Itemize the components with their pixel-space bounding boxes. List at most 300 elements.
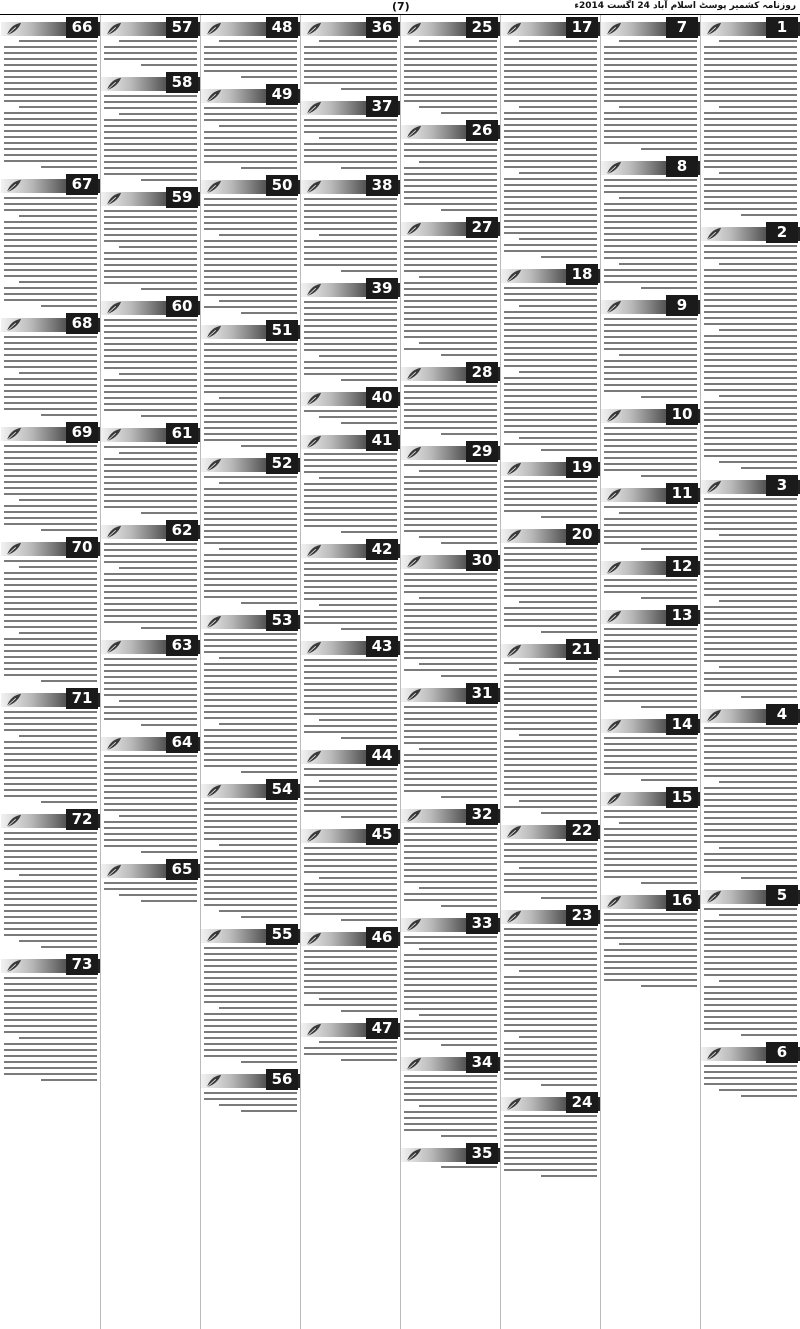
text-line [241, 916, 297, 918]
text-line [704, 407, 797, 409]
text-line [404, 1075, 497, 1077]
news-item [501, 262, 600, 455]
text-line [304, 210, 397, 212]
text-line [504, 431, 597, 433]
news-item [601, 603, 700, 712]
text-line [504, 1133, 597, 1135]
text-line [204, 880, 297, 882]
text-line [204, 856, 297, 858]
text-line [4, 112, 97, 114]
text-line [604, 579, 697, 581]
text-line [4, 868, 97, 870]
text-line [504, 940, 597, 942]
item-header [201, 19, 300, 40]
text-line [441, 433, 497, 435]
text-line [204, 663, 297, 665]
item-number: 38 [366, 175, 398, 196]
item-header [701, 224, 800, 245]
text-line [304, 264, 397, 266]
article-text [201, 40, 300, 78]
text-line [4, 70, 97, 72]
text-line [104, 797, 197, 799]
text-line [104, 337, 197, 339]
news-item [301, 428, 400, 537]
column-rule [700, 15, 701, 1329]
text-line [704, 377, 797, 379]
news-item [601, 554, 700, 603]
text-line [404, 778, 497, 780]
text-line [504, 1169, 597, 1171]
text-line [704, 281, 797, 283]
item-number: 50 [266, 175, 298, 196]
leaf-icon [105, 76, 123, 92]
text-line [604, 94, 697, 96]
text-line [504, 419, 597, 421]
text-line [504, 662, 597, 664]
news-item [601, 15, 700, 154]
text-line [219, 844, 297, 846]
text-line [504, 365, 597, 367]
text-line [404, 857, 497, 859]
text-line [704, 998, 797, 1000]
text-line [104, 52, 197, 54]
text-line [504, 1024, 597, 1026]
text-line [604, 628, 697, 630]
text-line [304, 889, 397, 891]
text-line [119, 452, 197, 454]
text-line [4, 771, 97, 773]
text-line [704, 431, 797, 433]
text-line [419, 276, 497, 278]
text-line [704, 1022, 797, 1024]
text-line [404, 306, 497, 308]
text-line [4, 717, 97, 719]
text-line [604, 469, 697, 471]
text-line [441, 542, 497, 544]
text-line [604, 676, 697, 678]
text-line [704, 365, 797, 367]
text-line [304, 986, 397, 988]
text-line [404, 996, 497, 998]
leaf-icon [505, 21, 523, 37]
text-line [504, 740, 597, 742]
leaf-icon [605, 894, 623, 910]
text-line [219, 40, 297, 42]
item-header [1, 539, 100, 560]
text-line [619, 354, 697, 356]
text-line [4, 245, 97, 247]
item-number: 65 [166, 859, 198, 880]
text-line [504, 214, 597, 216]
text-line [604, 816, 697, 818]
leaf-icon [705, 1046, 723, 1062]
article-text [701, 245, 800, 469]
text-line [619, 40, 697, 42]
text-line [341, 1059, 397, 1061]
text-line [304, 525, 397, 527]
text-line [404, 240, 497, 242]
item-number: 44 [366, 745, 398, 766]
text-line [304, 865, 397, 867]
text-line [4, 662, 97, 664]
text-line [404, 155, 497, 157]
text-line [241, 167, 297, 169]
text-line [504, 492, 597, 494]
news-item [401, 15, 500, 118]
text-line [104, 573, 197, 575]
text-line [719, 781, 797, 783]
text-line [404, 1123, 497, 1125]
text-line [504, 64, 597, 66]
text-line [4, 904, 97, 906]
leaf-icon [705, 889, 723, 905]
text-line [341, 1010, 397, 1012]
text-line [4, 596, 97, 598]
text-line [41, 414, 97, 416]
text-line [104, 149, 197, 151]
item-number: 62 [166, 520, 198, 541]
text-line [504, 1121, 597, 1123]
item-number: 15 [666, 787, 698, 808]
text-line [704, 70, 797, 72]
leaf-icon [705, 226, 723, 242]
text-line [504, 383, 597, 385]
text-line [704, 950, 797, 952]
text-line [241, 1061, 297, 1063]
text-line [504, 46, 597, 48]
text-line [704, 437, 797, 439]
text-line [404, 960, 497, 962]
article-text [501, 547, 600, 633]
text-line [304, 246, 397, 248]
text-line [741, 214, 797, 216]
item-number: 28 [466, 362, 498, 383]
text-line [704, 293, 797, 295]
text-line [104, 470, 197, 472]
text-line [404, 869, 497, 871]
text-line [204, 52, 297, 54]
item-header [201, 322, 300, 343]
text-line [204, 832, 297, 834]
news-item [601, 402, 700, 481]
item-header [101, 74, 200, 95]
item-header [201, 926, 300, 947]
text-line [404, 264, 497, 266]
text-line [204, 1013, 297, 1015]
text-line [4, 336, 97, 338]
item-number: 3 [766, 475, 798, 496]
article-text [601, 506, 700, 550]
item-header [101, 425, 200, 446]
text-line [519, 970, 597, 972]
text-line [604, 931, 697, 933]
item-header [401, 219, 500, 240]
text-line [704, 727, 797, 729]
text-line [204, 1049, 297, 1051]
leaf-icon [205, 179, 223, 195]
text-line [541, 631, 597, 633]
item-number: 16 [666, 890, 698, 911]
text-line [204, 228, 297, 230]
text-line [604, 834, 697, 836]
item-number: 48 [266, 17, 298, 38]
news-item [201, 922, 300, 1067]
text-line [441, 1166, 497, 1168]
text-line [604, 949, 697, 951]
text-line [704, 528, 797, 530]
text-line [404, 966, 497, 968]
text-line [704, 154, 797, 156]
text-line [404, 851, 497, 853]
text-line [504, 353, 597, 355]
text-line [104, 670, 197, 672]
text-line [104, 549, 197, 551]
text-line [519, 40, 597, 42]
item-header [101, 189, 200, 210]
text-line [404, 615, 497, 617]
text-line [4, 614, 97, 616]
text-line [204, 343, 297, 345]
text-line [104, 506, 197, 508]
text-line [504, 226, 597, 228]
text-line [504, 142, 597, 144]
text-line [219, 482, 297, 484]
leaf-icon [305, 640, 323, 656]
text-line [4, 511, 97, 513]
text-line [241, 76, 297, 78]
text-line [304, 956, 397, 958]
text-line [704, 347, 797, 349]
news-item [201, 608, 300, 777]
text-line [704, 148, 797, 150]
text-line [204, 898, 297, 900]
text-line [304, 689, 397, 691]
text-line [704, 88, 797, 90]
text-line [504, 124, 597, 126]
text-line [404, 476, 497, 478]
text-line [304, 513, 397, 515]
text-line [404, 318, 497, 320]
text-line [419, 536, 497, 538]
text-line [4, 578, 97, 580]
text-line [4, 928, 97, 930]
text-line [704, 594, 797, 596]
text-line [4, 1025, 97, 1027]
text-line [504, 934, 597, 936]
text-line [704, 275, 797, 277]
text-line [719, 172, 797, 174]
text-line [404, 827, 497, 829]
text-line [619, 670, 697, 672]
leaf-icon [305, 282, 323, 298]
text-line [641, 706, 697, 708]
text-line [4, 838, 97, 840]
text-line [504, 994, 597, 996]
text-line [504, 879, 597, 881]
item-header [701, 887, 800, 908]
text-line [604, 913, 697, 915]
text-line [704, 908, 797, 910]
text-line [541, 1175, 597, 1177]
text-line [504, 595, 597, 597]
text-line [4, 251, 97, 253]
text-line [404, 1038, 497, 1040]
text-line [704, 678, 797, 680]
text-line [4, 1049, 97, 1051]
text-line [419, 748, 497, 750]
text-line [604, 858, 697, 860]
text-line [4, 487, 97, 489]
article-text [501, 662, 600, 814]
text-line [304, 252, 397, 254]
text-line [104, 682, 197, 684]
text-line [419, 161, 497, 163]
text-line [204, 252, 297, 254]
text-line [304, 568, 397, 570]
text-line [304, 76, 397, 78]
text-line [304, 465, 397, 467]
text-line [104, 361, 197, 363]
text-line [704, 498, 797, 500]
text-line [604, 318, 697, 320]
text-line [704, 992, 797, 994]
text-line [704, 745, 797, 747]
text-line [4, 481, 97, 483]
text-line [604, 58, 697, 60]
text-line [104, 173, 197, 175]
text-line [304, 46, 397, 48]
text-line [704, 775, 797, 777]
text-line [4, 82, 97, 84]
text-line [604, 682, 697, 684]
text-line [119, 700, 197, 702]
text-line [704, 190, 797, 192]
text-line [204, 476, 297, 478]
text-line [4, 354, 97, 356]
text-line [404, 403, 497, 405]
article-text [201, 107, 300, 169]
text-line [304, 592, 397, 594]
text-line [704, 124, 797, 126]
news-item [1, 311, 100, 420]
text-line [704, 413, 797, 415]
leaf-icon [605, 560, 623, 576]
item-header [201, 1071, 300, 1092]
text-line [304, 798, 397, 800]
text-line [204, 1037, 297, 1039]
text-line [219, 1007, 297, 1009]
text-line [704, 311, 797, 313]
text-line [504, 692, 597, 694]
text-line [604, 112, 697, 114]
text-line [419, 663, 497, 665]
text-line [704, 944, 797, 946]
text-line [104, 585, 197, 587]
text-line [719, 847, 797, 849]
text-line [504, 190, 597, 192]
text-line [404, 464, 497, 466]
news-item [301, 822, 400, 925]
text-line [204, 765, 297, 767]
text-line [204, 113, 297, 115]
text-line [319, 234, 397, 236]
text-line [719, 600, 797, 602]
text-line [504, 136, 597, 138]
text-line [304, 768, 397, 770]
text-line [404, 252, 497, 254]
text-line [19, 499, 97, 501]
text-line [104, 216, 197, 218]
item-header [201, 86, 300, 107]
text-line [4, 590, 97, 592]
text-line [619, 512, 697, 514]
text-line [604, 743, 697, 745]
text-line [404, 494, 497, 496]
text-line [719, 263, 797, 265]
text-line [304, 586, 397, 588]
text-line [704, 612, 797, 614]
text-line [704, 178, 797, 180]
item-number: 24 [566, 1092, 598, 1113]
text-line [604, 530, 697, 532]
text-line [704, 540, 797, 542]
text-line [404, 246, 497, 248]
text-line [704, 196, 797, 198]
item-number: 55 [266, 924, 298, 945]
text-line [304, 610, 397, 612]
item-header [501, 526, 600, 547]
text-line [304, 913, 397, 915]
item-header [301, 747, 400, 768]
text-line [219, 125, 297, 127]
text-line [204, 947, 297, 949]
text-line [404, 415, 497, 417]
text-line [41, 529, 97, 531]
text-line [4, 209, 97, 211]
text-line [104, 579, 197, 581]
text-line [419, 1105, 497, 1107]
item-header [201, 177, 300, 198]
text-line [404, 1129, 497, 1131]
leaf-icon [405, 808, 423, 824]
text-line [504, 510, 597, 512]
item-header [201, 781, 300, 802]
text-line [704, 968, 797, 970]
text-line [204, 729, 297, 731]
text-line [204, 669, 297, 671]
text-line [204, 131, 297, 133]
text-line [304, 580, 397, 582]
text-line [604, 658, 697, 660]
news-item [301, 15, 400, 94]
text-line [204, 367, 297, 369]
text-line [4, 638, 97, 640]
article-text [101, 40, 200, 66]
text-line [4, 626, 97, 628]
news-item [701, 702, 800, 883]
text-line [4, 856, 97, 858]
text-line [304, 258, 397, 260]
text-line [304, 222, 397, 224]
text-line [204, 596, 297, 598]
text-line [104, 706, 197, 708]
leaf-icon [605, 718, 623, 734]
text-line [504, 317, 597, 319]
text-line [41, 166, 97, 168]
leaf-icon [205, 88, 223, 104]
text-line [619, 197, 697, 199]
text-line [4, 916, 97, 918]
